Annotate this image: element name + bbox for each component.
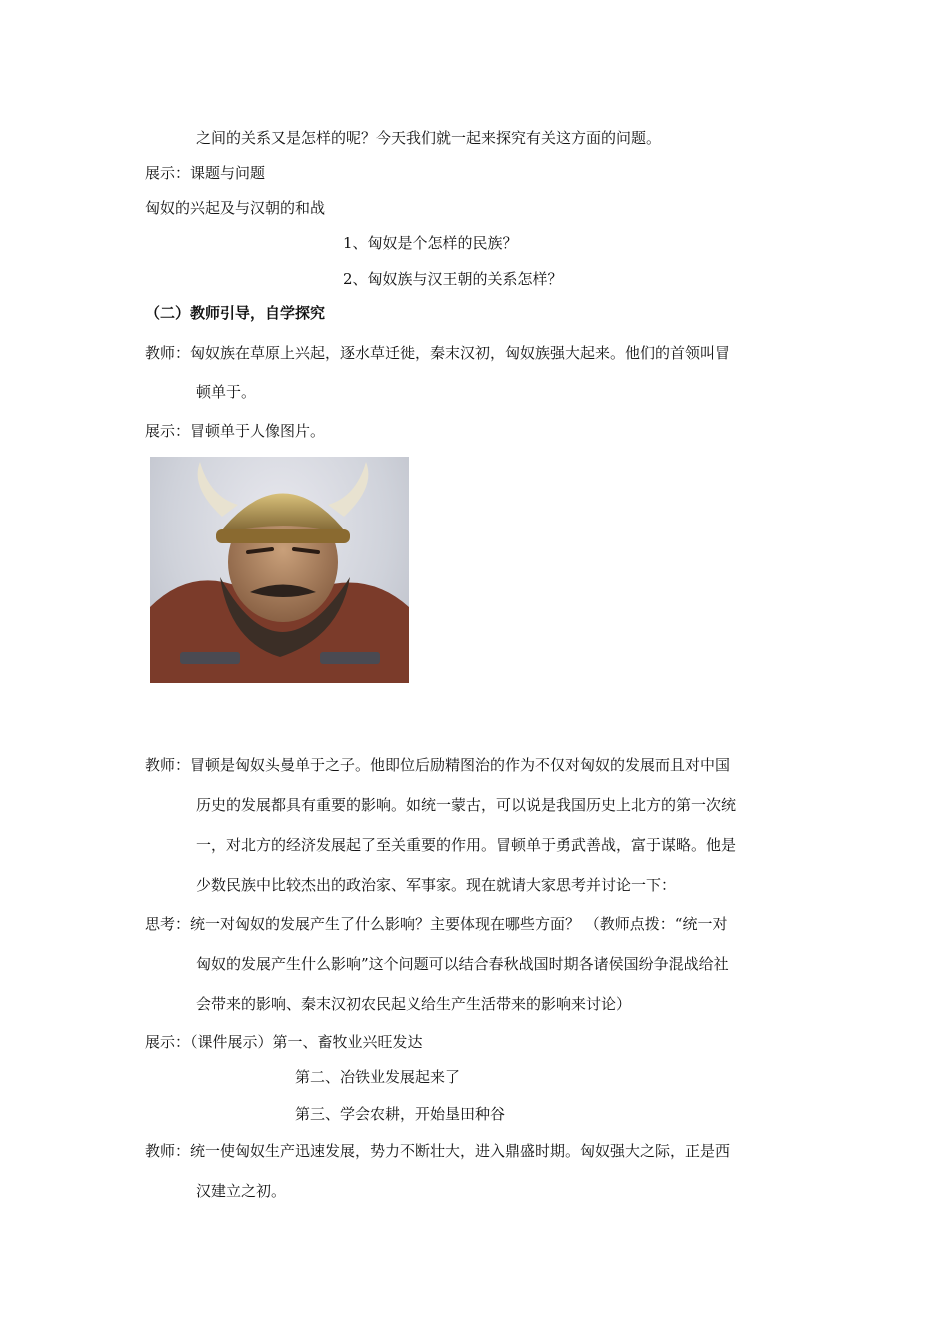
text-line-16: 会带来的影响、秦末汉初农民起义给生产生活带来的影响来讨论） [196, 995, 632, 1013]
text-line-2: 展示：课题与问题 [145, 164, 266, 182]
text-line-13: 少数民族中比较杰出的政治家、军事家。现在就请大家思考并讨论一下： [196, 876, 677, 894]
lesson-title: 匈奴的兴起及与汉朝的和战 [145, 199, 326, 217]
text-line-12: 一，对北方的经济发展起了至关重要的作用。冒顿单于勇武善战，富于谋略。他是 [196, 836, 737, 854]
text-line-11: 历史的发展都具有重要的影响。如统一蒙古，可以说是我国历史上北方的第一次统 [196, 796, 737, 814]
text-line-15: 匈奴的发展产生什么影响”这个问题可以结合春秋战国时期各诸侯国纷争混战给社 [196, 955, 729, 973]
text-line-18: 第二、冶铁业发展起来了 [295, 1068, 461, 1086]
text-line-10: 教师：冒顿是匈奴头曼单于之子。他即位后励精图治的作为不仅对匈奴的发展而且对中国 [145, 756, 731, 774]
text-line-14: 思考：统一对匈奴的发展产生了什么影响？主要体现在哪些方面？ （教师点拨：“统一对 [145, 915, 728, 933]
text-line-7: 教师：匈奴族在草原上兴起，逐水草迁徙，秦末汉初，匈奴族强大起来。他们的首领叫冒 [145, 344, 731, 362]
section-heading: （二）教师引导，自学探究 [145, 304, 326, 322]
text-line-21: 汉建立之初。 [196, 1182, 287, 1200]
question-1: 1、匈奴是个怎样的民族？ [343, 234, 518, 252]
text-line-1: 之间的关系又是怎样的呢？今天我们就一起来探究有关这方面的问题。 [196, 129, 662, 147]
text-line-17: 展示：（课件展示）第一、畜牧业兴旺发达 [145, 1033, 423, 1051]
text-line-8: 顿单于。 [196, 383, 257, 401]
text-line-20: 教师：统一使匈奴生产迅速发展，势力不断壮大，进入鼎盛时期。匈奴强大之际，正是西 [145, 1142, 731, 1160]
text-line-9: 展示：冒顿单于人像图片。 [145, 422, 326, 440]
text-line-19: 第三、学会农耕，开始垦田种谷 [295, 1105, 506, 1123]
question-2: 2、匈奴族与汉王朝的关系怎样？ [343, 270, 563, 288]
modu-chanyu-portrait [150, 457, 409, 683]
